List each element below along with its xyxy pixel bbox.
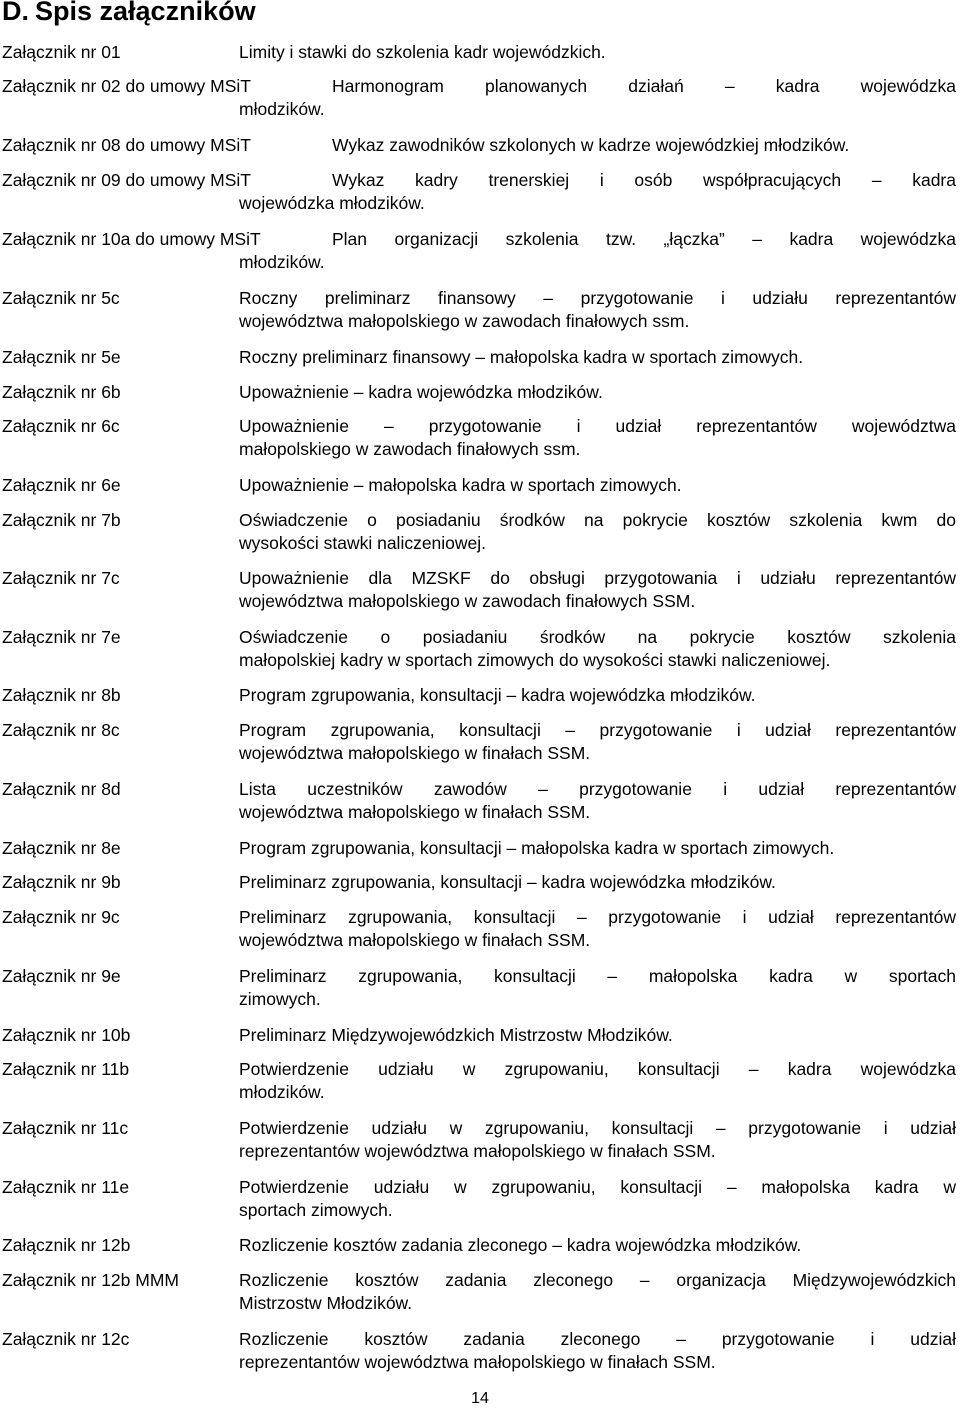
attachment-description: Preliminarz zgrupowania, konsultacji – kadra wojewódzka młodzików. <box>239 872 776 892</box>
attachment-label: Załącznik nr 11b <box>2 1059 130 1079</box>
attachment-label: Załącznik nr 02 do umowy MSiT <box>2 76 251 96</box>
attachment-description: Rozliczenie kosztów zadania zleconego – organizacja Międzywojewódzkich <box>239 1270 956 1290</box>
attachment-label: Załącznik nr 10a do umowy MSiT <box>2 229 261 249</box>
attachment-label: Załącznik nr 11e <box>2 1177 130 1197</box>
attachment-description: Roczny preliminarz finansowy – przygotowanie i udziału reprezentantów <box>239 288 956 308</box>
attachment-description: Upoważnienie – przygotowanie i udział reprezentantów województwa <box>239 416 956 436</box>
attachment-label: Załącznik nr 12b <box>2 1235 131 1255</box>
attachment-description: Potwierdzenie udziału w zgrupowaniu, konsultacji – przygotowanie i udział <box>239 1118 956 1138</box>
attachment-description: Rozliczenie kosztów zadania zleconego – przygotowanie i udział <box>239 1329 956 1349</box>
attachment-description-continued: wojewódzka młodzików. <box>239 193 425 213</box>
attachment-description: Roczny preliminarz finansowy – małopolska kadra w sportach zimowych. <box>239 347 804 367</box>
page-number: 14 <box>471 1390 489 1407</box>
attachment-description-continued: województwa małopolskiego w finałach SSM. <box>239 743 591 763</box>
attachment-description: Upoważnienie dla MZSKF do obsługi przygotowania i udziału reprezentantów <box>239 568 956 588</box>
attachment-label: Załącznik nr 7c <box>2 568 120 588</box>
attachment-label: Załącznik nr 10b <box>2 1025 131 1045</box>
attachment-description-continued: Mistrzostw Młodzików. <box>239 1293 413 1313</box>
attachment-description-continued: małopolskiej kadry w sportach zimowych do wysokości stawki naliczeniowej. <box>239 650 831 670</box>
attachment-description: Upoważnienie – kadra wojewódzka młodzików. <box>239 382 603 402</box>
attachment-description: Plan organizacji szkolenia tzw. „łączka” – kadra wojewódzka <box>332 229 956 249</box>
attachment-description: Upoważnienie – małopolska kadra w sportach zimowych. <box>239 475 682 495</box>
attachment-description: Preliminarz zgrupowania, konsultacji – małopolska kadra w sportach <box>239 966 956 986</box>
attachment-label: Załącznik nr 8c <box>2 720 120 740</box>
attachment-description: Limity i stawki do szkolenia kadr wojewódzkich. <box>239 42 606 62</box>
attachment-label: Załącznik nr 12b MMM <box>2 1270 179 1290</box>
attachment-description: Wykaz zawodników szkolonych w kadrze wojewódzkiej młodzików. <box>332 135 850 155</box>
attachment-label: Załącznik nr 01 <box>2 42 121 62</box>
attachment-description-continued: młodzików. <box>239 252 325 272</box>
attachment-description: Potwierdzenie udziału w zgrupowaniu, konsultacji – kadra wojewódzka <box>239 1059 956 1079</box>
attachment-label: Załącznik nr 8b <box>2 685 121 705</box>
attachment-label: Załącznik nr 9c <box>2 907 120 927</box>
attachment-description: Rozliczenie kosztów zadania zleconego – kadra wojewódzka młodzików. <box>239 1235 802 1255</box>
attachment-description: Harmonogram planowanych działań – kadra wojewódzka <box>332 76 956 96</box>
attachment-label: Załącznik nr 7b <box>2 510 121 530</box>
attachment-description-continued: województwa małopolskiego w zawodach finałowych SSM. <box>239 591 696 611</box>
attachment-label: Załącznik nr 8d <box>2 779 121 799</box>
attachment-label: Załącznik nr 5e <box>2 347 121 367</box>
attachment-label: Załącznik nr 12c <box>2 1329 130 1349</box>
attachment-description-continued: wysokości stawki naliczeniowej. <box>239 533 487 553</box>
attachment-description: Program zgrupowania, konsultacji – małopolska kadra w sportach zimowych. <box>239 838 835 858</box>
section-letter: D. <box>2 0 29 26</box>
attachment-description-continued: województwa małopolskiego w finałach SSM. <box>239 802 591 822</box>
attachment-description-continued: reprezentantów województwa małopolskiego w finałach SSM. <box>239 1141 716 1161</box>
attachment-description: Preliminarz Międzywojewódzkich Mistrzostw Młodzików. <box>239 1025 673 1045</box>
attachment-label: Załącznik nr 7e <box>2 627 121 647</box>
attachment-description: Wykaz kadry trenerskiej i osób współpracujących – kadra <box>332 170 956 190</box>
attachment-description: Lista uczestników zawodów – przygotowanie i udział reprezentantów <box>239 779 956 799</box>
attachment-label: Załącznik nr 11c <box>2 1118 129 1138</box>
attachment-description-continued: województwa małopolskiego w finałach SSM. <box>239 930 591 950</box>
attachment-description-continued: reprezentantów województwa małopolskiego w finałach SSM. <box>239 1352 716 1372</box>
section-title <box>2 0 256 27</box>
section-title-text: Spis załączników <box>35 0 256 26</box>
attachment-description-continued: województwa małopolskiego w zawodach finałowych ssm. <box>239 311 690 331</box>
attachment-label: Załącznik nr 6c <box>2 416 120 436</box>
attachment-label: Załącznik nr 9e <box>2 966 121 986</box>
attachment-description: Oświadczenie o posiadaniu środków na pokrycie kosztów szkolenia kwm do <box>239 510 956 530</box>
attachment-description: Program zgrupowania, konsultacji – kadra wojewódzka młodzików. <box>239 685 756 705</box>
attachment-description-continued: małopolskiego w zawodach finałowych ssm. <box>239 439 581 459</box>
attachment-description: Preliminarz zgrupowania, konsultacji – przygotowanie i udział reprezentantów <box>239 907 956 927</box>
attachment-label: Załącznik nr 8e <box>2 838 121 858</box>
attachment-description-continued: sportach zimowych. <box>239 1200 393 1220</box>
attachment-label: Załącznik nr 6b <box>2 382 121 402</box>
attachment-description: Program zgrupowania, konsultacji – przygotowanie i udział reprezentantów <box>239 720 956 740</box>
attachment-description: Oświadczenie o posiadaniu środków na pokrycie kosztów szkolenia <box>239 627 956 647</box>
attachment-description-continued: młodzików. <box>239 1082 325 1102</box>
attachment-label: Załącznik nr 08 do umowy MSiT <box>2 135 251 155</box>
attachment-description: Potwierdzenie udziału w zgrupowaniu, konsultacji – małopolska kadra w <box>239 1177 956 1197</box>
attachment-description-continued: zimowych. <box>239 989 321 1009</box>
attachment-label: Załącznik nr 6e <box>2 475 121 495</box>
attachment-label: Załącznik nr 09 do umowy MSiT <box>2 170 251 190</box>
attachment-description-continued: młodzików. <box>239 99 325 119</box>
attachment-label: Załącznik nr 5c <box>2 288 120 308</box>
attachment-label: Załącznik nr 9b <box>2 872 121 892</box>
